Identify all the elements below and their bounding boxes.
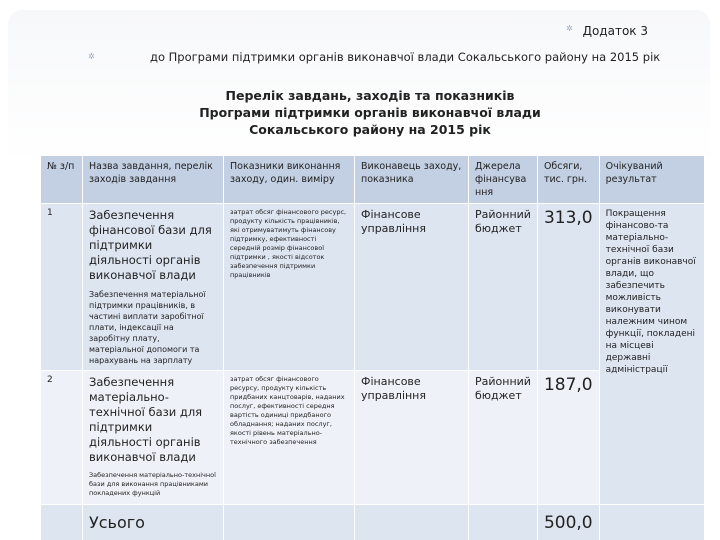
task-name: Забезпечення фінансової бази для підтримки діяльності органів виконавчої влади [89, 208, 212, 282]
title-line: Програми підтримки органів виконавчої влади [199, 105, 541, 120]
task-name: Забезпечення матеріально-технічної бази для підтримки діяльності органів виконавчої влади [89, 375, 203, 464]
title-line: Сокальського району на 2015 рік [249, 122, 491, 137]
column-header: № з/п [41, 156, 83, 204]
program-subtitle: до Програми підтримки органів виконавчої влади Сокальського району на 2015 рік [150, 50, 661, 64]
row-number: 2 [41, 371, 83, 505]
expected-result-cell: Покращення фінансово-та матеріально-технічної бази органів виконавчої влади, що забезпечить можливість виконувати належним чином функції, покладені на місцеві державні адміністрації [599, 204, 704, 505]
task-cell [83, 204, 224, 371]
column-header: Виконавець заходу, показника [355, 156, 469, 204]
total-label: Усього [83, 505, 224, 540]
indicators-cell [224, 371, 355, 505]
title-line: Перелік завдань, заходів та показників [225, 88, 515, 103]
indicators-cell [224, 204, 355, 371]
task-measure: Забезпечення матеріально-технічної бази для виконання працівниками покладених функцій [89, 471, 216, 497]
page-title [0, 87, 720, 138]
task-cell [83, 371, 224, 505]
amount-cell: 187,0 [537, 371, 599, 505]
executor-cell: Фінансове управління [355, 371, 469, 505]
column-header: Джерела фінансува ння [469, 156, 538, 204]
table-header-row [41, 156, 705, 204]
tasks-table [40, 155, 705, 540]
amount-cell: 313,0 [537, 204, 599, 371]
column-header: Назва завдання, перелік заходів завдання [83, 156, 224, 204]
table-row [41, 204, 705, 371]
empty-cell [599, 505, 704, 540]
bullet-icon: ✲ [566, 24, 573, 33]
bullet-icon: ✲ [88, 52, 95, 61]
source-cell: Районний бюджет [469, 204, 538, 371]
appendix-label: Додаток 3 [582, 24, 648, 38]
column-header: Очікуваний результат [599, 156, 704, 204]
empty-cell [224, 505, 355, 540]
indicators-text: затрат обсяг фінансового ресурсу, продукту кількість придбаних канцтоварів, наданих послуг, ефективності середня вартість одиниці придбаного обладнання; наданих послуг, якості рівень матеріально-технічного забезпечення [230, 375, 345, 446]
source-cell: Районний бюджет [469, 371, 538, 505]
column-header: Обсяги, тис. грн. [537, 156, 599, 204]
empty-cell [355, 505, 469, 540]
empty-cell [469, 505, 538, 540]
total-amount: 500,0 [537, 505, 599, 540]
indicators-text: затрат обсяг фінансового ресурс, продукту кількість працівників, які отримуватимуть фінансову підтримку, ефективності середній розмір фінансової підтримки , якості відсоток забезпечення підтримки працівників [230, 208, 347, 279]
column-header: Показники виконання заходу, один. виміру [224, 156, 355, 204]
row-number: 1 [41, 204, 83, 371]
task-measure: Забезпечення матеріальної підтримки працівників, в частині виплати заробітної плати, індексації на заробітну плату, матеріальної допомоги та нарахувань на зарплату [89, 290, 206, 365]
empty-cell [41, 505, 83, 540]
executor-cell: Фінансове управління [355, 204, 469, 371]
total-row [41, 505, 705, 540]
